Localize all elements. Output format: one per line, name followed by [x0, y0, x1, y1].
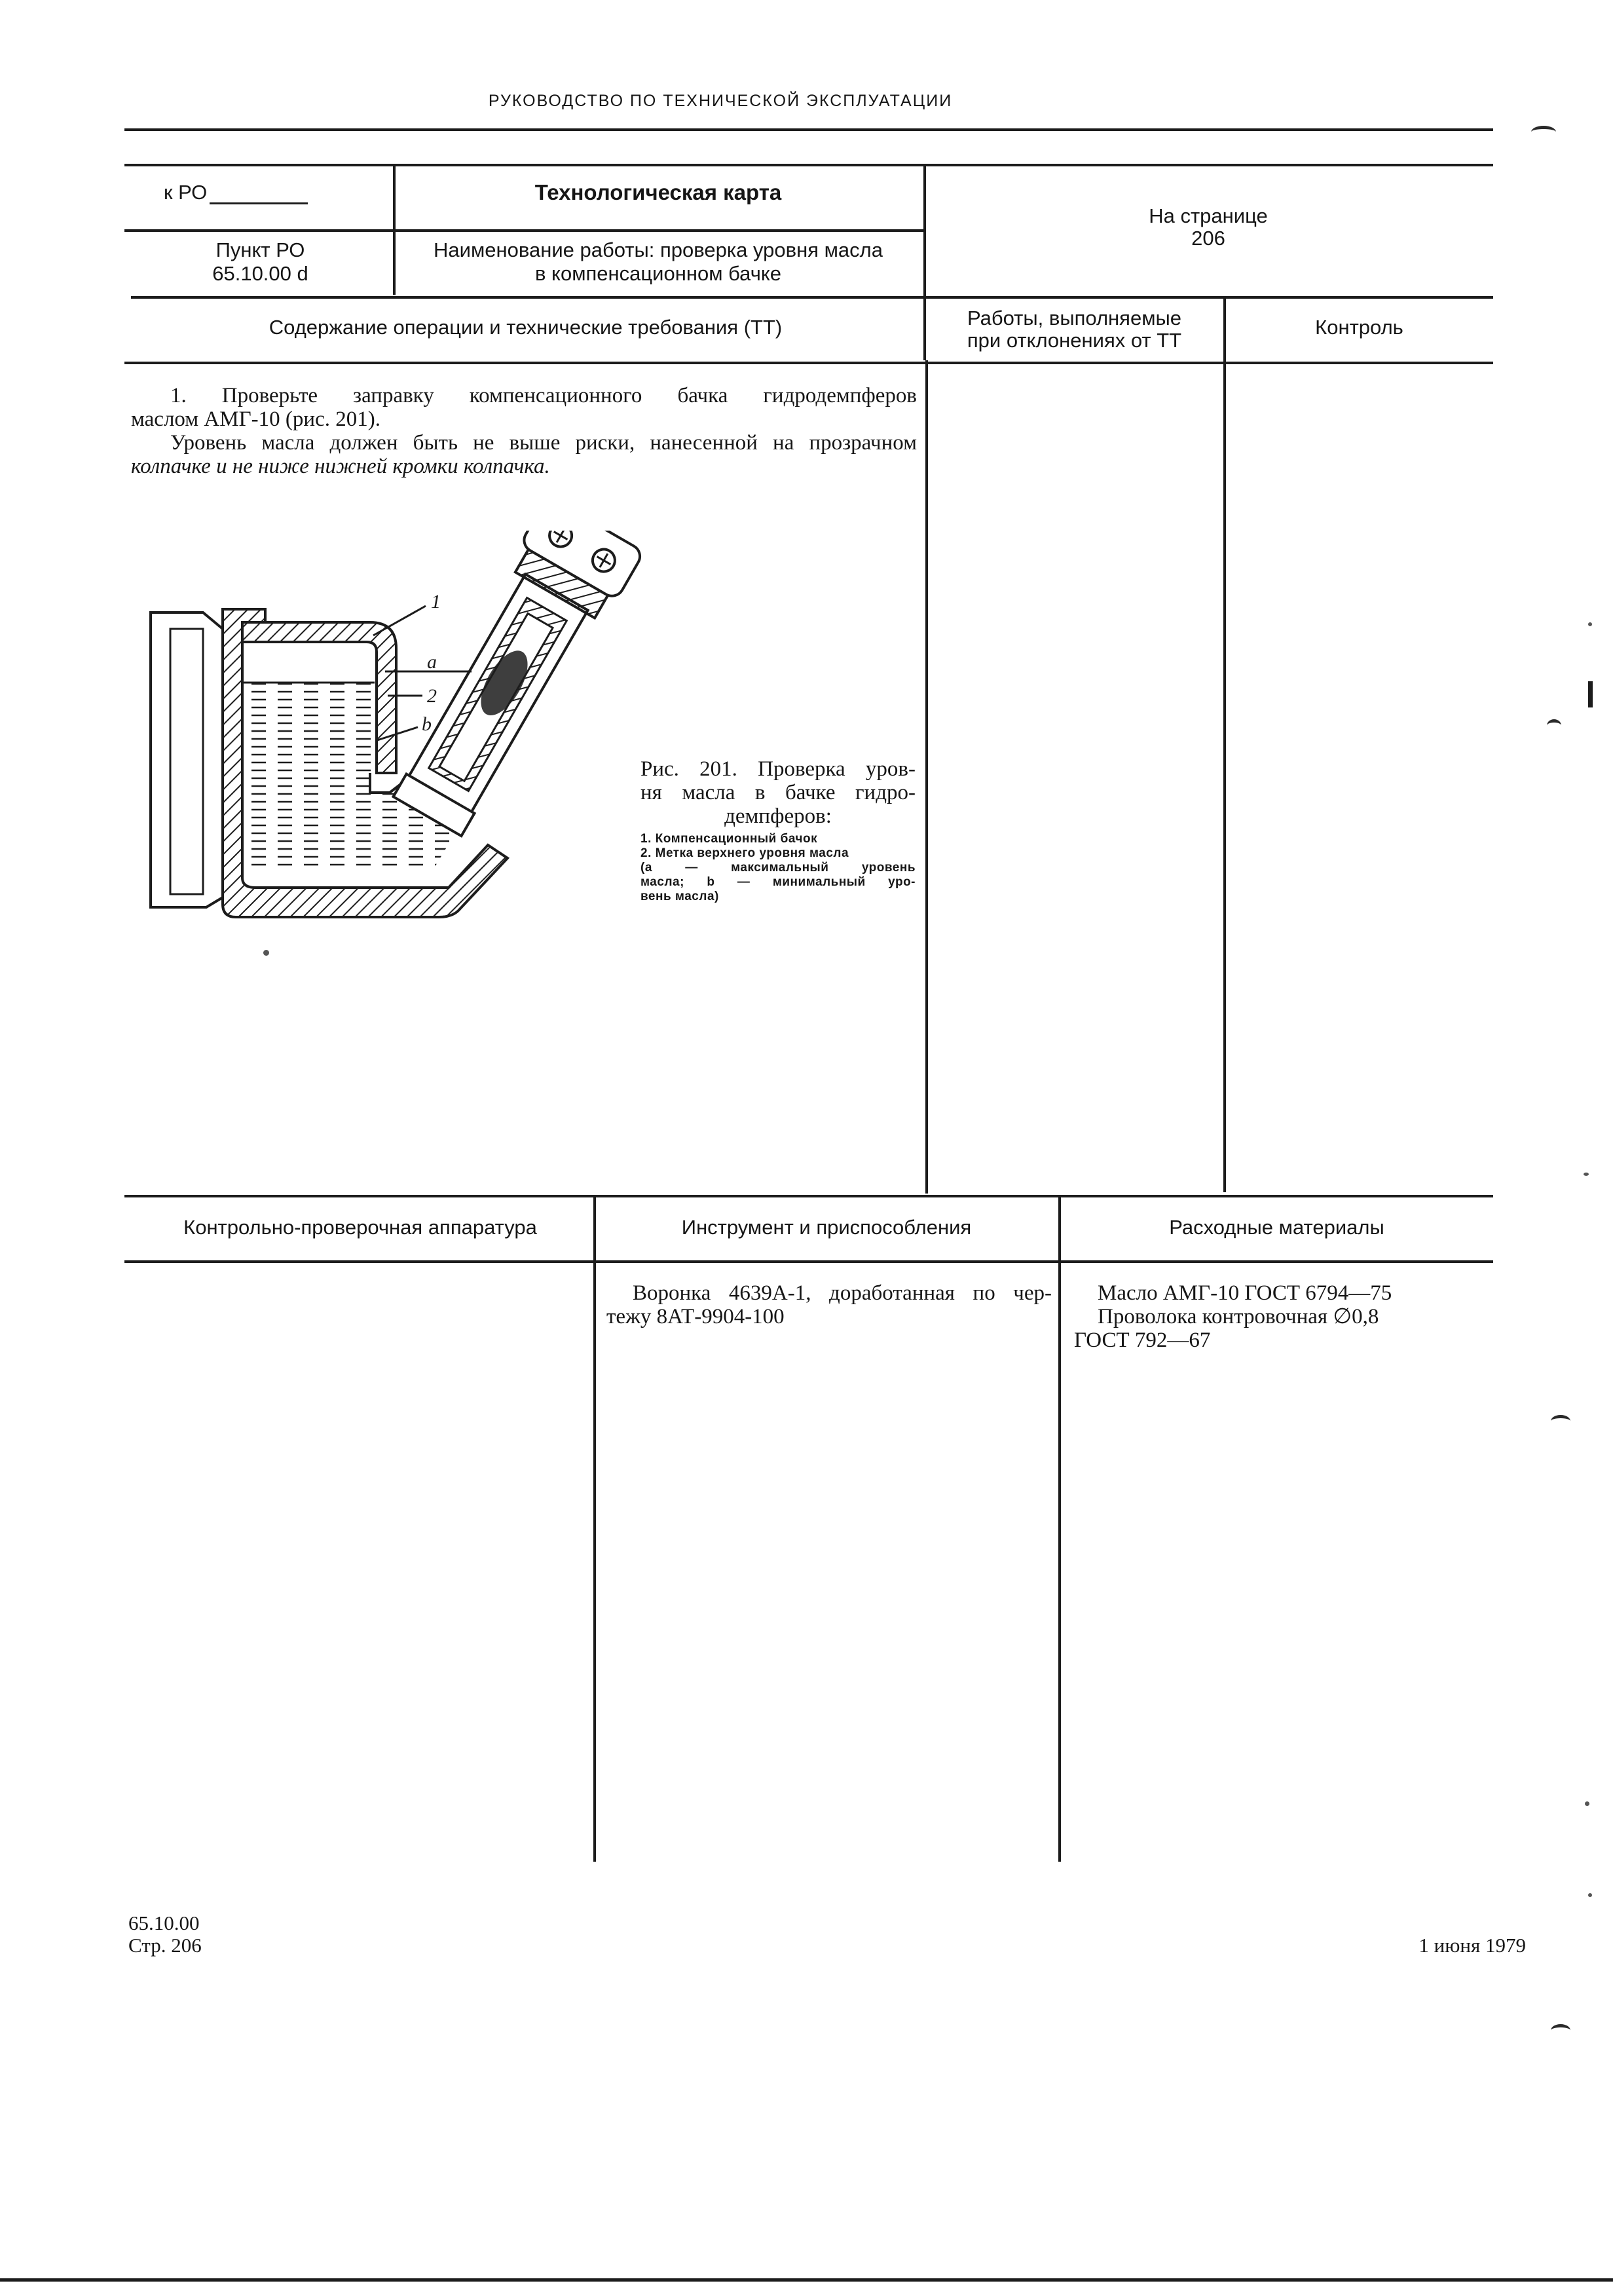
column-header-control: Контроль	[1315, 316, 1403, 339]
tool-line1: Воронка 4639А-1, доработанная по чер-	[633, 1281, 1052, 1305]
body-line3: Уровень масла должен быть не выше риски, нанесенной на прозрачном	[170, 431, 917, 455]
column-header-content: Содержание операции и технические требования (ТТ)	[269, 316, 783, 339]
table-border	[925, 360, 928, 1194]
scan-speck	[1588, 622, 1592, 626]
scan-speck	[1585, 1801, 1589, 1806]
page-number: 206	[1191, 227, 1225, 250]
figure-caption-line1: Рис. 201. Проверка уров-	[640, 757, 916, 781]
body-line2: маслом АМГ-10 (рис. 201).	[131, 407, 380, 431]
leader-1	[373, 606, 426, 635]
table-border	[593, 1195, 596, 1862]
figure-caption-line2: ня масла в бачке гидро-	[640, 781, 916, 804]
material-line3: ГОСТ 792—67	[1074, 1328, 1211, 1352]
work-name-line2: в компенсационном бачке	[534, 262, 782, 285]
table-border	[923, 164, 926, 360]
damper-body	[379, 531, 642, 844]
body-line4: колпачке и не ниже нижней кромки колпачка.	[131, 455, 550, 478]
figure-legend-line5: вень масла)	[640, 890, 719, 903]
body-line1: 1. Проверьте заправку компенсационного бачка гидродемпферов	[170, 384, 917, 407]
figure-legend-line4: масла; b — минимальный уро-	[640, 875, 916, 889]
figure-legend-line3: (a — максимальный уровень	[640, 861, 916, 875]
ref-field	[164, 181, 386, 204]
item-number: 65.10.00 d	[212, 262, 308, 285]
margin-mark	[1588, 681, 1593, 707]
footer-code: 65.10.00	[128, 1911, 200, 1934]
table-border	[1058, 1195, 1061, 1862]
scan-speck	[263, 950, 269, 956]
margin-mark	[1551, 1415, 1570, 1427]
figure-caption-line3: демпферов:	[724, 804, 832, 828]
label-a: a	[427, 651, 437, 673]
label-2: 2	[427, 685, 437, 707]
running-header: РУКОВОДСТВО ПО ТЕХНИЧЕСКОЙ ЭКСПЛУАТАЦИИ	[488, 92, 953, 110]
column-header-deviations-line2: при отклонениях от ТТ	[967, 329, 1182, 352]
material-line2: Проволока контровочная ∅0,8	[1098, 1305, 1379, 1328]
housing-outline	[151, 612, 223, 907]
card-title: Технологическая карта	[534, 180, 782, 204]
figure-legend-line1: 1. Компенсационный бачок	[640, 832, 818, 846]
scan-bottom-edge	[0, 2278, 1613, 2282]
material-line1: Масло АМГ-10 ГОСТ 6794—75	[1098, 1281, 1392, 1305]
column-header-deviations-line1: Работы, выполняемые	[967, 307, 1182, 329]
work-name-line1: Наименование работы: проверка уровня масла	[434, 238, 883, 261]
item-label: Пункт РО	[215, 238, 305, 261]
label-1: 1	[431, 591, 441, 612]
tool-line2: тежу 8АТ-9904-100	[606, 1305, 785, 1328]
figure-legend-line2: 2. Метка верхнего уровня масла	[640, 846, 849, 860]
margin-mark	[1551, 2024, 1570, 2037]
table-border	[124, 1260, 1493, 1263]
table-border	[124, 229, 923, 232]
footer-page: Стр. 206	[128, 1934, 202, 1957]
column-header-materials: Расходные материалы	[1169, 1216, 1384, 1239]
footer-date: 1 июня 1979	[1418, 1934, 1526, 1957]
page-label: На странице	[1149, 204, 1268, 227]
ref-label: к РО	[164, 181, 208, 204]
margin-mark	[1547, 719, 1561, 732]
table-border	[1223, 296, 1226, 1192]
header-rule	[124, 128, 1493, 131]
column-header-tools: Инструмент и приспособления	[681, 1216, 972, 1239]
oil-upper	[244, 683, 375, 773]
table-border	[124, 1195, 1493, 1197]
label-b: b	[422, 713, 432, 735]
header-rule	[124, 164, 1493, 166]
ref-blank	[210, 184, 308, 204]
column-header-equipment: Контрольно-проверочная аппаратура	[183, 1216, 537, 1239]
scan-speck	[1588, 1893, 1592, 1897]
table-border	[131, 296, 1493, 299]
scan-speck	[1584, 1173, 1589, 1176]
margin-mark	[1531, 126, 1556, 138]
table-border	[124, 362, 1493, 364]
damper-tank-drawing	[144, 531, 642, 937]
